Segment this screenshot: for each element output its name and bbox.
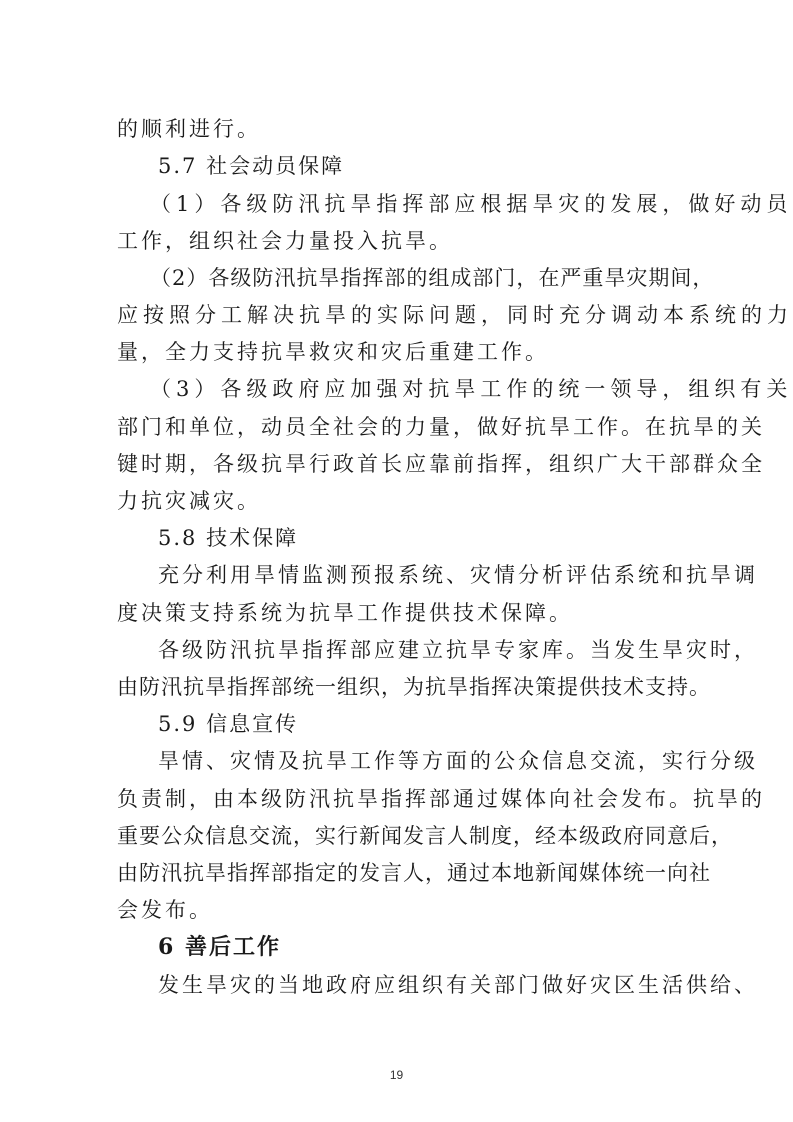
- page-number: 19: [389, 1068, 404, 1082]
- paragraph-line: 键时期，各级抗旱行政首长应靠前指挥，组织广大干部群众全: [117, 452, 765, 476]
- paragraph-line: 由防汛抗旱指挥部指定的发言人，通过本地新闻媒体统一向社: [117, 861, 711, 885]
- paragraph-line: 力抗灾减灾。: [117, 489, 261, 513]
- section-heading-5-9: 5.9 信息宣传: [158, 712, 299, 736]
- paragraph-line: 部门和单位，动员全社会的力量，做好抗旱工作。在抗旱的关: [117, 415, 765, 439]
- paragraph-line: 各级防汛抗旱指挥部应建立抗旱专家库。当发生旱灾时，: [158, 638, 758, 662]
- paragraph-line: 度决策支持系统为抗旱工作提供技术保障。: [117, 601, 573, 625]
- section-heading-5-8: 5.8 技术保障: [158, 526, 299, 550]
- paragraph-line: 重要公众信息交流，实行新闻发言人制度，经本级政府同意后，: [117, 824, 733, 848]
- paragraph-line: 旱情、灾情及抗旱工作等方面的公众信息交流，实行分级: [158, 749, 758, 773]
- section-heading-5-7: 5.7 社会动员保障: [158, 154, 345, 178]
- paragraph-line: 充分利用旱情监测预报系统、灾情分析评估系统和抗旱调: [158, 563, 758, 587]
- paragraph-line: （2）各级防汛抗旱指挥部的组成部门，在严重旱灾期间，: [150, 266, 715, 290]
- paragraph-line: 应按照分工解决抗旱的实际问题，同时充分调动本系统的力: [117, 303, 793, 327]
- paragraph-line: （3）各级政府应加强对抗旱工作的统一领导，组织有关: [150, 377, 793, 401]
- paragraph-line: 量，全力支持抗旱救灾和灾后重建工作。: [117, 340, 549, 364]
- paragraph-line: 会发布。: [117, 898, 213, 922]
- paragraph-line: 发生旱灾的当地政府应组织有关部门做好灾区生活供给、: [158, 973, 758, 997]
- paragraph-line: 工作，组织社会力量投入抗旱。: [117, 229, 453, 253]
- paragraph-line: 负责制，由本级防汛抗旱指挥部通过媒体向社会发布。抗旱的: [117, 787, 765, 811]
- paragraph-line: 由防汛抗旱指挥部统一组织，为抗旱指挥决策提供技术支持。: [117, 675, 711, 699]
- paragraph-line: （1）各级防汛抗旱指挥部应根据旱灾的发展，做好动员: [150, 192, 793, 216]
- body-text-line: 的顺利进行。: [117, 117, 261, 141]
- section-heading-6: 6 善后工作: [158, 934, 281, 960]
